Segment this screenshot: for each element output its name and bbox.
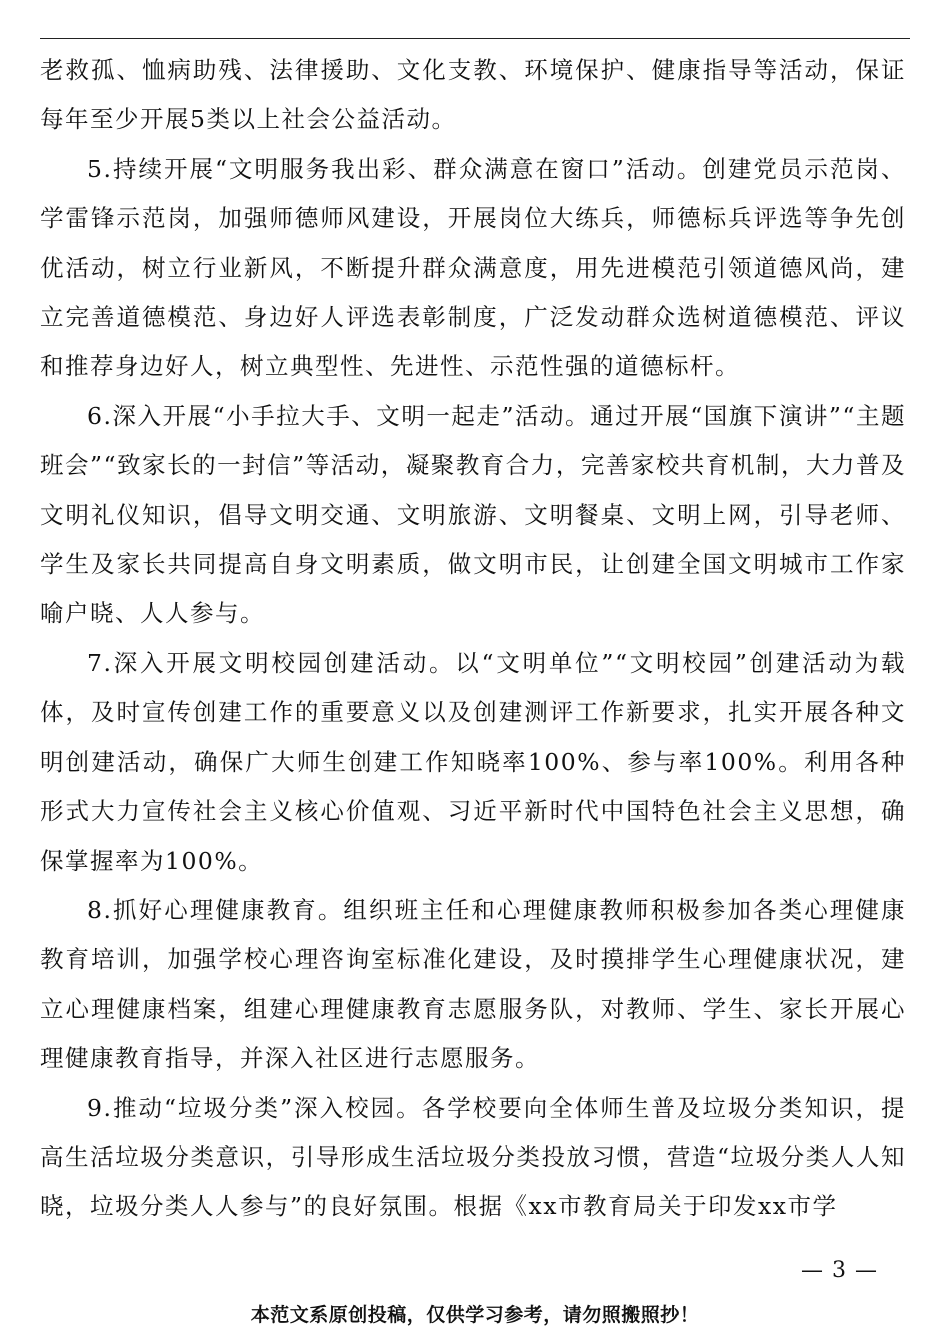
page-number: — 3 — (801, 1258, 878, 1283)
footer-disclaimer: 本范文系原创投稿，仅供学习参考，请勿照搬照抄！ (250, 1304, 700, 1326)
header-rule (40, 38, 910, 39)
paragraph-continuation: 老救孤、恤病助残、法律援助、文化支教、环境保护、健康指导等活动，保证每年至少开展5类以上社会公益活动。 (40, 56, 906, 134)
paragraph-item-9: 9.推动“垃圾分类”深入校园。各学校要向全体师生普及垃圾分类知识，提高生活垃圾分类意识，引导形成生活垃圾分类投放习惯，营造“垃圾分类人人知晓，垃圾分类人人参与”的良好氛围。根据《xx市教育局关于印发xx市学 (40, 1093, 906, 1221)
paragraph-item-5: 5.持续开展“文明服务我出彩、群众满意在窗口”活动。创建党员示范岗、学雷锋示范岗，加强师德师风建设，开展岗位大练兵，师德标兵评选等争先创优活动，树立行业新风，不断提升群众满意度，用先进模范引领道德风尚，建立完善道德模范、身边好人评选表彰制度，广泛发动群众选树道德模范、评议和推荐身边好人，树立典型性、先进性、示范性强的道德标杆。 (40, 154, 906, 381)
paragraph-item-7: 7.深入开展文明校园创建活动。以“文明单位”“文明校园”创建活动为载体，及时宣传创建工作的重要意义以及创建测评工作新要求，扎实开展各种文明创建活动，确保广大师生创建工作知晓率100%、参与率100%。利用各种形式大力宣传社会主义核心价值观、习近平新时代中国特色社会主义思想，确保掌握率为100%。 (40, 648, 906, 875)
document-body (40, 46, 906, 1232)
paragraph-item-8: 8.抓好心理健康教育。组织班主任和心理健康教师积极参加各类心理健康教育培训，加强学校心理咨询室标准化建设，及时摸排学生心理健康状况，建立心理健康档案，组建心理健康教育志愿服务队，对教师、学生、家长开展心理健康教育指导，并深入社区进行志愿服务。 (40, 895, 906, 1073)
paragraph-item-6: 6.深入开展“小手拉大手、文明一起走”活动。通过开展“国旗下演讲”“主题班会”“致家长的一封信”等活动，凝聚教育合力，完善家校共育机制，大力普及文明礼仪知识，倡导文明交通、文明旅游、文明餐桌、文明上网，引导老师、学生及家长共同提高自身文明素质，做文明市民，让创建全国文明城市工作家喻户晓、人人参与。 (40, 401, 906, 628)
